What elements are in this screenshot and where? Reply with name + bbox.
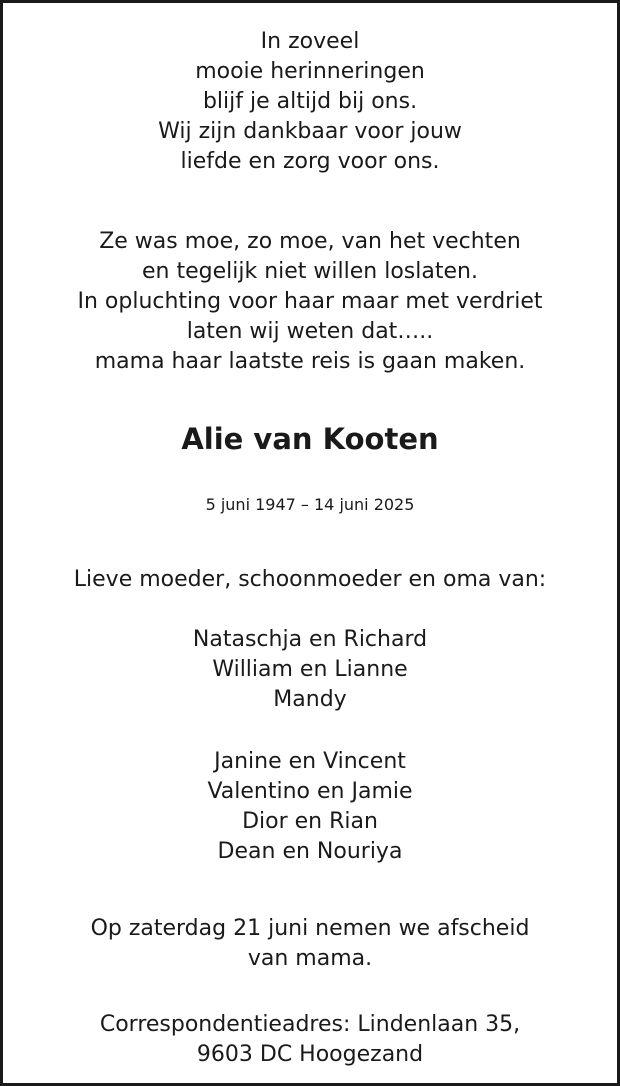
family-group-two — [3, 747, 617, 867]
family-line: Janine en Vincent — [214, 749, 406, 774]
poem-line: Ze was moe, zo moe, van het vechten — [99, 229, 521, 254]
family-line: Dior en Rian — [242, 809, 378, 834]
life-dates: 5 juni 1947 – 14 juni 2025 — [205, 495, 415, 514]
deceased-name-block — [3, 421, 617, 457]
farewell-line: Op zaterdag 21 juni nemen we afscheid — [90, 916, 530, 941]
poem-line: blijf je altijd bij ons. — [202, 89, 418, 114]
correspondence-address — [3, 1010, 617, 1070]
family-line: Valentino en Jamie — [207, 779, 413, 804]
family-line: Nataschja en Richard — [192, 627, 428, 652]
opening-poem — [3, 27, 617, 177]
address-line: Correspondentieadres: Lindenlaan 35, — [99, 1012, 521, 1037]
farewell-notice — [3, 914, 617, 974]
family-line: Dean en Nouriya — [217, 839, 403, 864]
relations-intro-block — [3, 565, 617, 595]
poem-line: en tegelijk niet willen loslaten. — [142, 259, 478, 284]
address-line: 9603 DC Hoogezand — [196, 1042, 424, 1067]
family-group-one — [3, 625, 617, 715]
poem-line: liefde en zorg voor ons. — [180, 149, 440, 174]
poem-line: In opluchting voor haar maar met verdriet — [77, 289, 543, 314]
deceased-name: Alie van Kooten — [181, 422, 439, 456]
poem-line: Wij zijn dankbaar voor jouw — [158, 119, 462, 144]
family-line: William en Lianne — [212, 657, 408, 682]
poem-line: In zoveel — [260, 29, 360, 54]
poem-line: laten wij weten dat….. — [186, 319, 434, 344]
relations-intro: Lieve moeder, schoonmoeder en oma van: — [73, 567, 547, 592]
poem-line: mama haar laatste reis is gaan maken. — [94, 349, 526, 374]
family-line: Mandy — [273, 687, 347, 712]
farewell-line: van mama. — [247, 946, 373, 971]
second-poem — [3, 227, 617, 377]
poem-line: mooie herinneringen — [195, 59, 425, 84]
life-dates-block — [3, 494, 617, 516]
